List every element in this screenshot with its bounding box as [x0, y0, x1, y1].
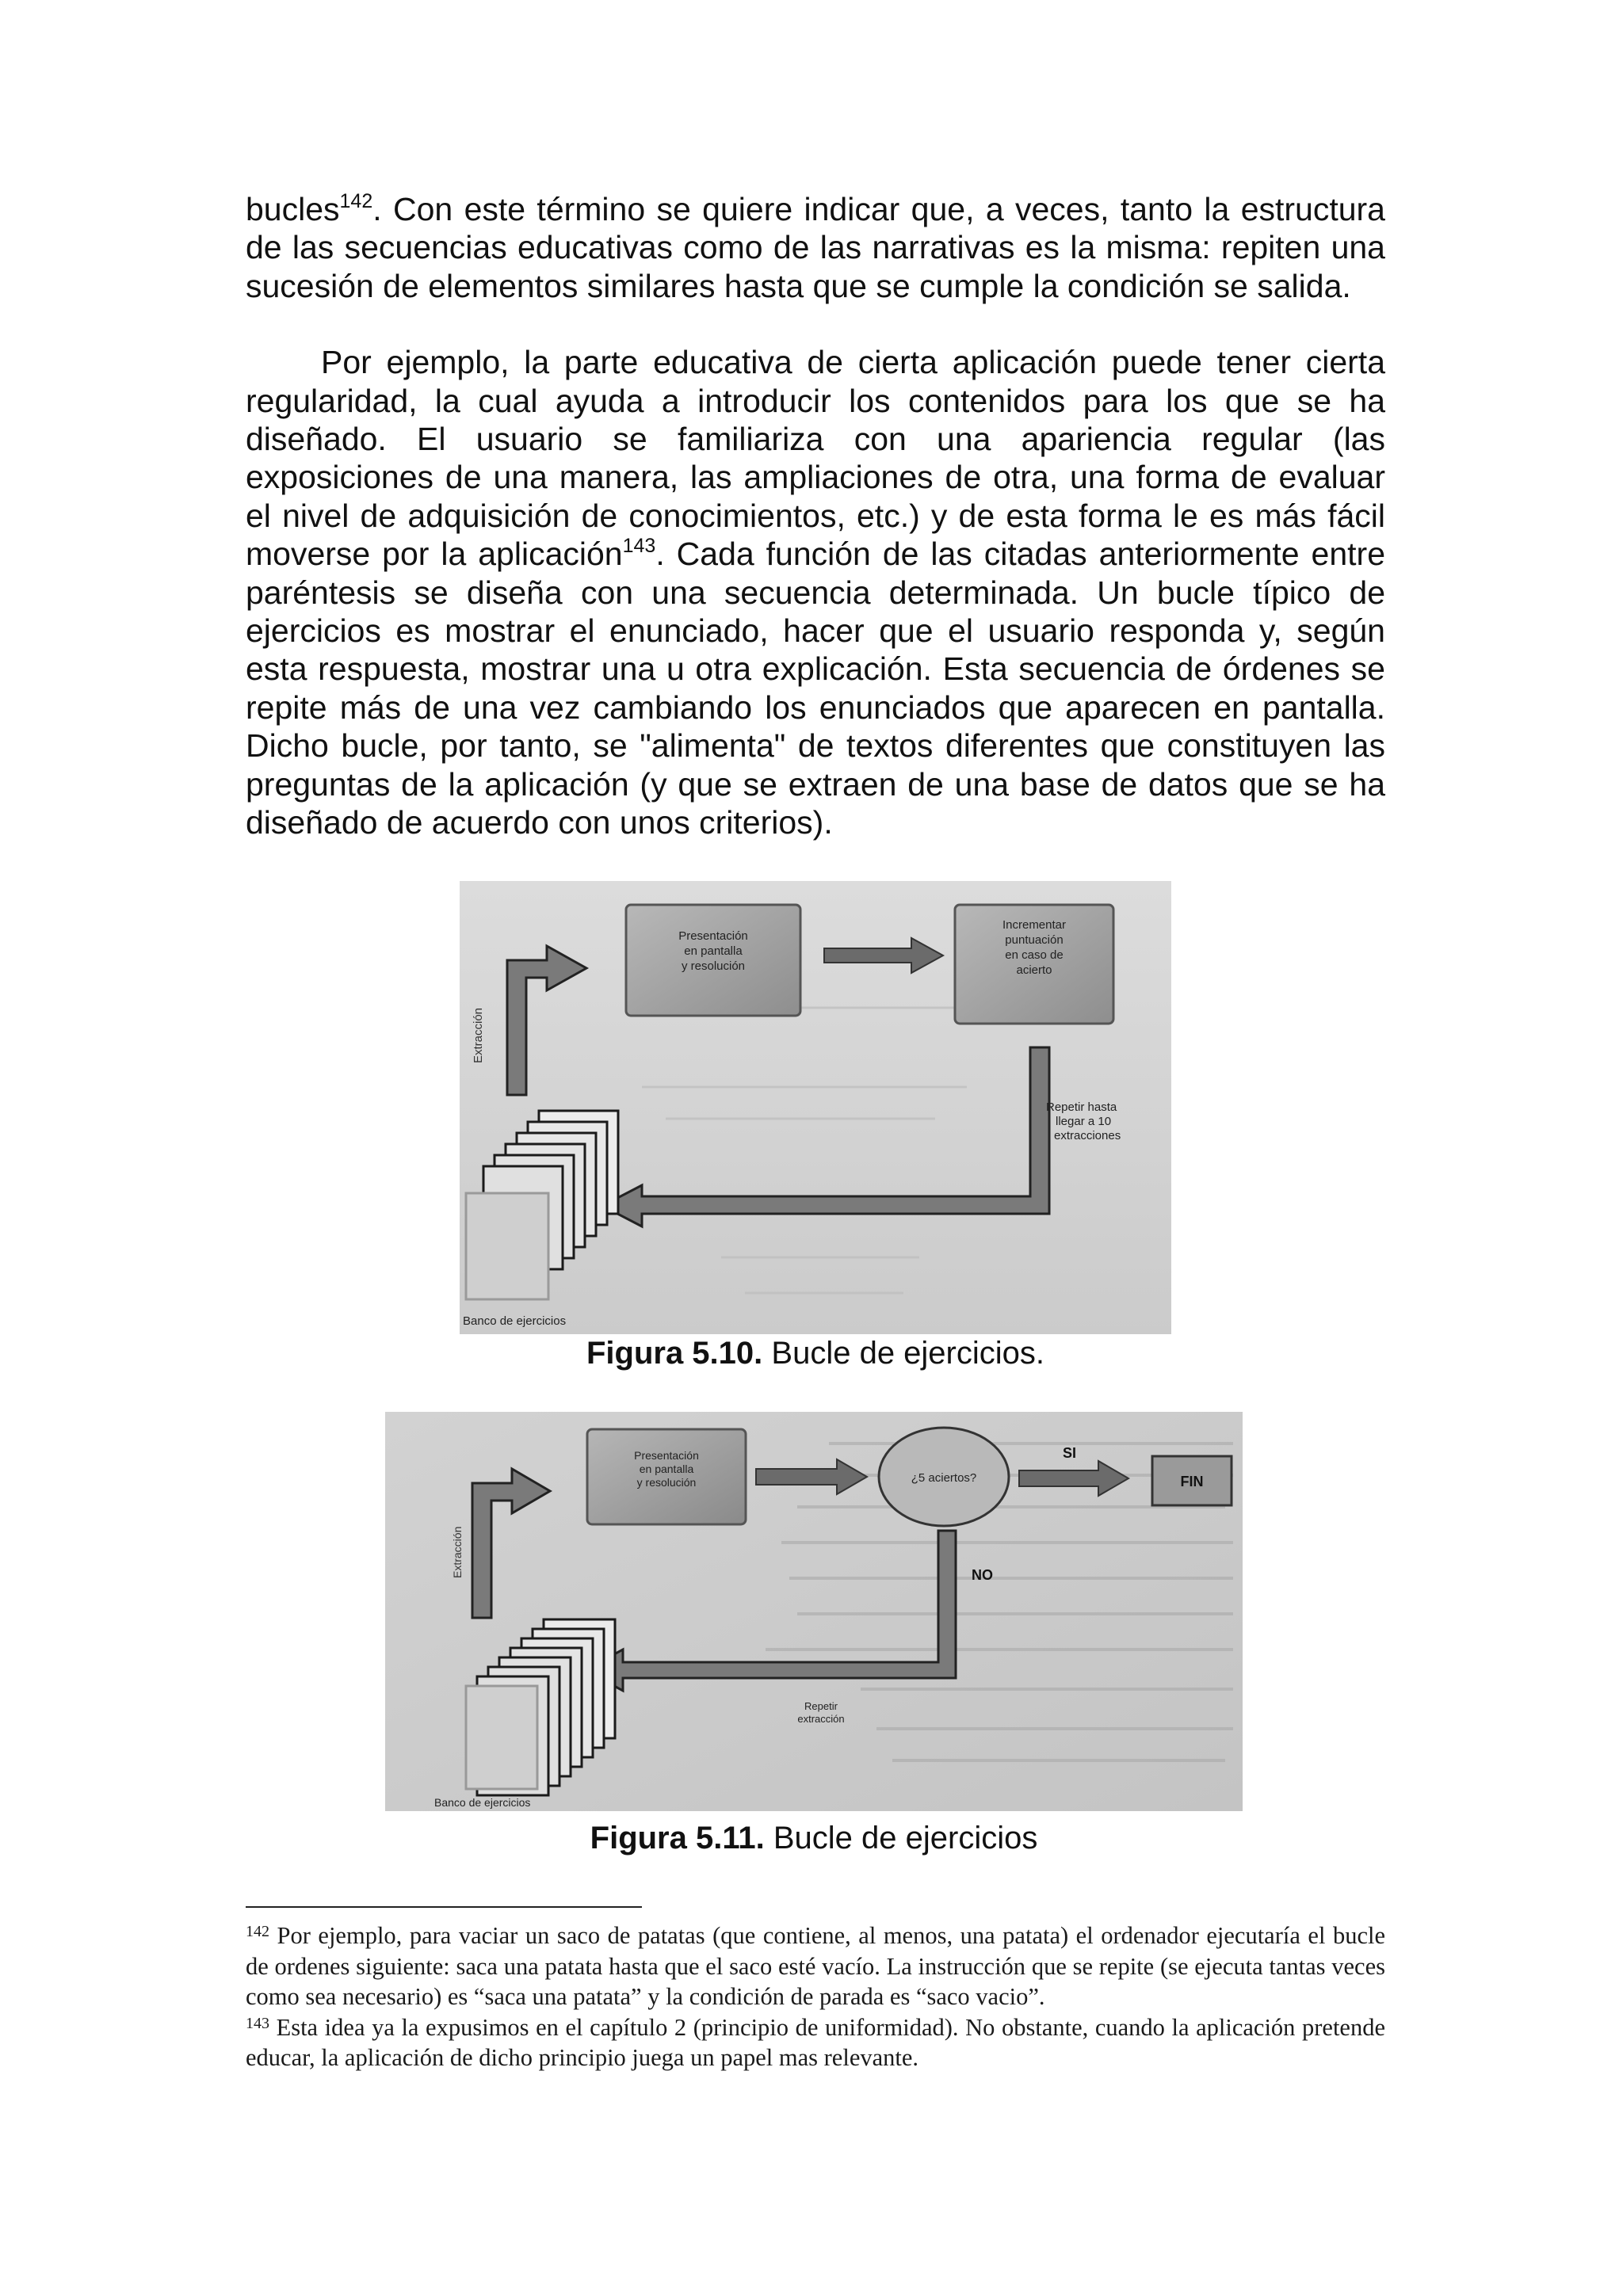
decision-label: ¿5 aciertos?	[911, 1471, 977, 1485]
paragraph-2-text-a: Por ejemplo, la parte educativa de cierta aplicación puede tener cierta regularidad, la cual ayuda a introducir los contenidos para los que se ha diseñado. El usuario se familiariza con una apariencia regular (las exposiciones de una manera, las ampliaciones de otra, una forma de evaluar el nivel de adquisición de conocimientos, etc.) y de esta forma le es más fácil moverse por la aplicación	[246, 344, 1385, 573]
figure-5-10-caption	[460, 1334, 1171, 1372]
paragraph-2-text-b: . Cada función de las citadas anteriormente entre paréntesis se diseña con una secuencia determinada. Un bucle típico de ejercicios es mostrar el enunciado, hacer que el usuario responda y, según esta respuesta, mostrar una u otra explicación. Esta secuencia de órdenes se repite más de una vez cambiando los enunciados que aparecen en pantalla. Dicho bucle, por tanto, se "alimenta" de textos diferentes que constituyen las preguntas de la aplicación (y que se extraen de una base de datos que se ha diseñado de acuerdo con unos criterios).	[246, 536, 1385, 841]
box1-line-3: y resolución	[681, 959, 746, 973]
bank-label: Banco de ejercicios	[463, 1314, 567, 1328]
box2-line-1: Incrementar	[1002, 918, 1067, 932]
fig2-extraction-label: Extracción	[451, 1526, 464, 1578]
yes-label: SI	[1063, 1445, 1077, 1461]
fig2-bank-label: Banco de ejercicios	[434, 1796, 531, 1809]
footnote-143	[246, 2012, 1385, 2073]
footnote-143-text: Esta idea ya la expusimos en el capítulo 2 (principio de uniformidad). No obstante, cuando la aplicación pretende educar, la aplicación de dicho principio juega un papel mas relevante.	[246, 2013, 1385, 2072]
repeat-label-line-3: extracciones	[1054, 1129, 1121, 1142]
footnote-separator	[246, 1906, 642, 1908]
box2-line-3: en caso de	[1005, 948, 1064, 962]
footnote-142	[246, 1920, 1385, 2012]
footnote-ref-143[interactable]: 143	[622, 535, 656, 557]
fig2-box1-line-1: Presentación	[634, 1449, 699, 1462]
footnotes	[246, 1920, 1385, 2073]
repeat-label-line-1: Repetir hasta	[1046, 1100, 1117, 1114]
figure-5-10-image	[460, 881, 1171, 1334]
paragraph-1-text: . Con este término se quiere indicar que, a veces, tanto la estructura de las secuencias educativas como de las narrativas es la misma: repiten una sucesión de elementos similares hasta que se cumple la condición se salida.	[246, 191, 1385, 304]
paragraph-1	[246, 190, 1385, 305]
footnote-ref-142[interactable]: 142	[339, 189, 373, 212]
box2-line-4: acierto	[1016, 963, 1052, 977]
caption-1-number: Figura 5.10.	[586, 1336, 763, 1371]
box2-line-2: puntuación	[1005, 933, 1064, 947]
caption-2-text: Bucle de ejercicios	[764, 1821, 1038, 1855]
extraction-label: Extracción	[472, 1007, 485, 1063]
figure-5-11-image	[385, 1412, 1243, 1811]
box1-line-1: Presentación	[678, 929, 748, 943]
paragraph-1-lead: bucles	[246, 191, 340, 227]
body-text	[246, 190, 1385, 842]
figure-5-11-caption	[385, 1819, 1243, 1857]
box1-line-2: en pantalla	[684, 944, 743, 958]
no-label: NO	[972, 1567, 993, 1583]
paragraph-2	[246, 343, 1385, 841]
fig2-repeat-line-2: extracción	[797, 1713, 845, 1725]
footnote-143-number: 143	[246, 2014, 269, 2032]
footnote-142-text: Por ejemplo, para vaciar un saco de patatas (que contiene, al menos, una patata) el ordenador ejecutaría el bucle de ordenes siguiente: saca una patata hasta que el saco esté vacío. La instrucción que se repite (se ejecuta tantas veces como sea necesario) es “saca una patata” y la condición de parada es “saco vacio”.	[246, 1922, 1385, 2011]
caption-2-number: Figura 5.11.	[590, 1821, 765, 1855]
footnote-142-number: 142	[246, 1923, 269, 1940]
fig2-box1-line-2: en pantalla	[639, 1463, 694, 1475]
fig2-repeat-line-1: Repetir	[804, 1700, 838, 1712]
caption-1-text: Bucle de ejercicios.	[762, 1336, 1045, 1371]
fig2-box1-line-3: y resolución	[636, 1476, 697, 1489]
end-label: FIN	[1180, 1474, 1204, 1489]
repeat-label-line-2: llegar a 10	[1056, 1115, 1112, 1128]
